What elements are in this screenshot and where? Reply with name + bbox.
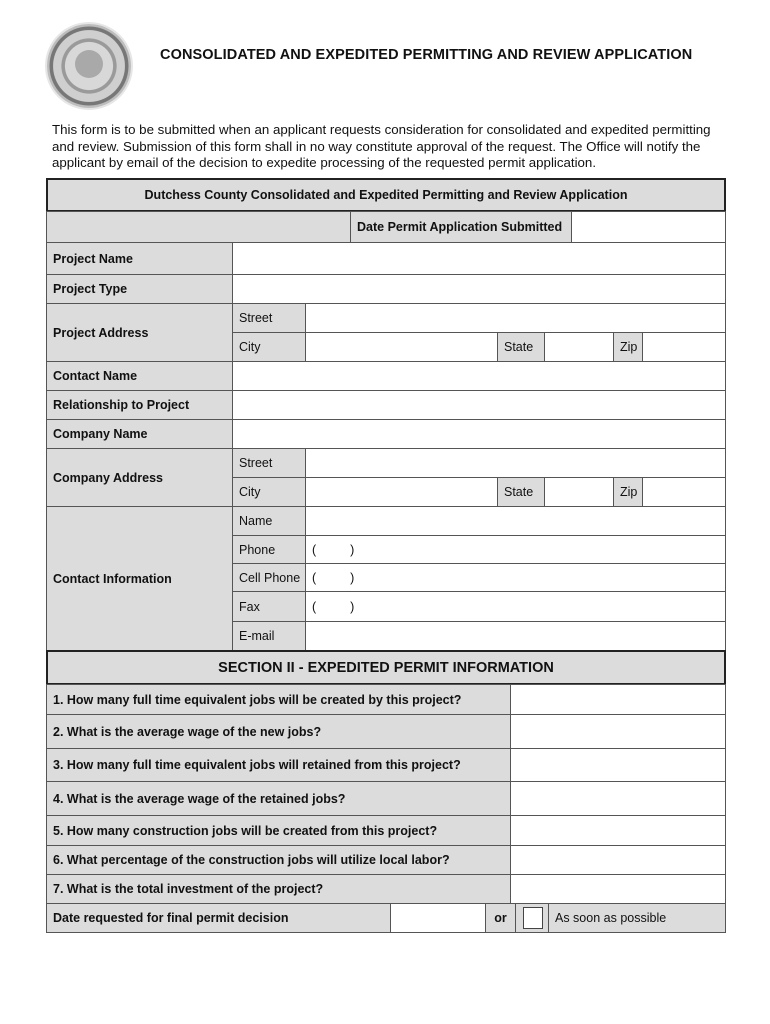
question-6-label: 6. What percentage of the construction jobs will utilize local labor? [46,845,511,875]
question-5-label: 5. How many construction jobs will be created from this project? [46,815,511,846]
project-city-field[interactable] [305,332,498,362]
area-code-open: ( [312,570,317,585]
question-2-field[interactable] [510,714,726,749]
company-state-label: State [497,477,545,507]
phone-label: Phone [232,535,306,564]
county-seal-icon [47,24,131,108]
email-label: E-mail [232,621,306,651]
question-2-label: 2. What is the average wage of the new jobs? [46,714,511,749]
company-name-label: Company Name [46,419,233,449]
question-4-field[interactable] [510,781,726,816]
project-state-label: State [497,332,545,362]
contact-name-label: Contact Name [46,361,233,391]
company-street-label: Street [232,448,306,478]
company-name-field[interactable] [232,419,726,449]
project-address-label: Project Address [46,303,233,362]
date-requested-label: Date requested for final permit decision [46,903,391,933]
question-6-field[interactable] [510,845,726,875]
project-zip-label: Zip [613,332,643,362]
question-1-label: 1. How many full time equivalent jobs will be created by this project? [46,684,511,715]
project-name-label: Project Name [46,242,233,275]
project-name-field[interactable] [232,242,726,275]
project-street-field[interactable] [305,303,726,333]
project-state-field[interactable] [544,332,614,362]
fax-label: Fax [232,591,306,622]
project-street-label: Street [232,303,306,333]
company-zip-label: Zip [613,477,643,507]
date-submitted-label: Date Permit Application Submitted [350,211,572,243]
question-3-label: 3. How many full time equivalent jobs will retained from this project? [46,748,511,782]
project-type-label: Project Type [46,274,233,304]
project-zip-field[interactable] [642,332,726,362]
question-4-label: 4. What is the average wage of the retained jobs? [46,781,511,816]
question-3-field[interactable] [510,748,726,782]
phone-field[interactable] [305,535,726,564]
section2-heading: SECTION II - EXPEDITED PERMIT INFORMATION [46,650,726,685]
contact-name-field[interactable] [232,361,726,391]
asap-label: As soon as possible [548,903,726,933]
date-submitted-field[interactable] [571,211,726,243]
question-5-field[interactable] [510,815,726,846]
cell-phone-label: Cell Phone [232,563,306,592]
question-7-field[interactable] [510,874,726,904]
company-city-field[interactable] [305,477,498,507]
company-zip-field[interactable] [642,477,726,507]
asap-checkbox[interactable] [523,907,543,929]
contact-name-sub-label: Name [232,506,306,536]
company-city-label: City [232,477,306,507]
contact-information-label: Contact Information [46,506,233,651]
contact-info-name-field[interactable] [305,506,726,536]
area-code-close: ) [350,599,355,614]
fax-field[interactable] [305,591,726,622]
or-label: or [485,903,516,933]
date-requested-field[interactable] [390,903,486,933]
area-code-close: ) [350,542,355,557]
intro-text: This form is to be submitted when an applicant requests consideration for consolidated and expedited permitting and review. Submission of this form shall in no way constitute approval of the request. The Office will notify the applicant by email of the decision to expedite processing of the requested permit application. [52,122,711,170]
area-code-close: ) [350,570,355,585]
question-7-label: 7. What is the total investment of the project? [46,874,511,904]
project-city-label: City [232,332,306,362]
company-address-label: Company Address [46,448,233,507]
question-1-field[interactable] [510,684,726,715]
blank-header-cell [46,211,351,243]
cell-phone-field[interactable] [305,563,726,592]
area-code-open: ( [312,542,317,557]
email-field[interactable] [305,621,726,651]
project-type-field[interactable] [232,274,726,304]
relationship-field[interactable] [232,390,726,420]
page-title: CONSOLIDATED AND EXPEDITED PERMITTING AND REVIEW APPLICATION [160,47,693,63]
company-state-field[interactable] [544,477,614,507]
relationship-label: Relationship to Project [46,390,233,420]
area-code-open: ( [312,599,317,614]
company-street-field[interactable] [305,448,726,478]
section1-heading: Dutchess County Consolidated and Expedited Permitting and Review Application [46,178,726,212]
